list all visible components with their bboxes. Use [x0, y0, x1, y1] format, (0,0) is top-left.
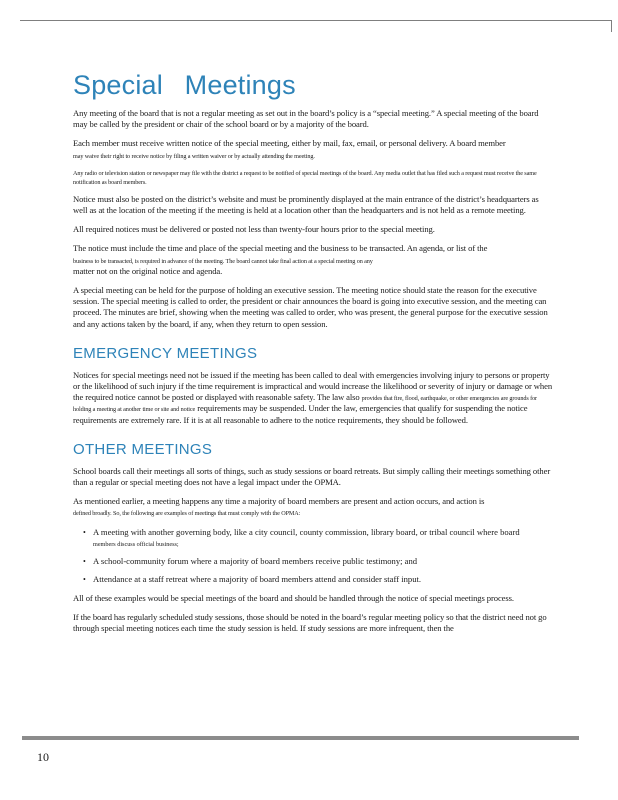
bullet-icon: • — [83, 527, 86, 537]
paragraph-study-sessions: If the board has regularly scheduled study sessions, those should be noted in the board’s regular meeting policy so that the district need not go through special meeting notices each time the study session is held. If study sessions are more infrequent, then the — [73, 611, 547, 634]
paragraph-emergency-small: provides that fire, flood, earthquake, or other emergencies are grounds for holding a meeting at another time or site and notice — [73, 395, 538, 414]
paragraph-other-names: School boards call their meetings all sorts of things, such as study sessions or board retreats. But simply calling their meetings something other than a regular or special meeting does not have a legal impact under the OPMA. — [73, 465, 551, 488]
list-item-small: members discuss official business; — [93, 540, 179, 548]
list-item-text: A school-community forum where a majority of board members receive public testimony; and — [93, 555, 418, 566]
paragraph-agenda-text: The notice must include the time and place of the special meeting and the business to be transacted. An agenda, or list of the — [73, 243, 488, 254]
footer-rule — [22, 736, 579, 740]
bullet-icon: • — [83, 556, 86, 566]
paragraph-examples-intro-text: As mentioned earlier, a meeting happens any time a majority of board members are present and action occurs, and action is — [73, 496, 485, 507]
paragraph-examples-intro — [73, 496, 553, 518]
paragraph-executive-session: A special meeting can be held for the purpose of holding an executive session. The meeting notice should state the reason for the executive session. The special meeting is called to order, the president or chair announces the board is going into executive session, and the meeting can proceed. The minutes are brief, showing when the meeting was called to order, who was present, the general purpose for the executive session and any actions taken by the board, if any, when they return to open session. — [73, 285, 548, 329]
paragraph-emergency-end: requirements may be suspended. Under the law, emergencies that qualify for suspending the notice requirements are extremely rare. If it is at all reasonable to adhere to the notice requirements, they should be followed. — [73, 403, 528, 425]
paragraph-definition: Any meeting of the board that is not a regular meeting as set out in the board’s policy is a “special meeting.” A special meeting of the board may be called by the president or chair of the school board or by a majority of the board. — [73, 108, 539, 130]
examples-list — [73, 527, 553, 585]
paragraph-special-handling: All of these examples would be special meetings of the board and should be handled through the notice of special meetings process. — [73, 592, 514, 603]
top-rule-corner — [611, 20, 612, 32]
list-item-text: A meeting with another governing body, like a city council, county commission, library board, or tribal council where board — [93, 526, 520, 537]
paragraph-emergency — [73, 370, 553, 426]
paragraph-posting: Notice must also be posted on the district’s website and must be prominently displayed at the main entrance of the district’s headquarters as well as at the location of the meeting if the meeting is held at a location other than the headquarters and is not held as a remote meeting. — [73, 193, 539, 216]
list-item — [83, 574, 553, 585]
page-number: 10 — [37, 750, 49, 764]
paragraph-emergency-text: Notices for special meetings need not be issued if the meeting has been called to deal with emergencies involving injury to persons or property or the likelihood of such injury if the time requirement is impractical and would increase the likelihood or severity of injury or damage or when the required notice cannot be posted or displayed with reasonable safety. The law also — [73, 369, 553, 403]
heading-other-meetings: OTHER MEETINGS — [73, 440, 213, 458]
paragraph-agenda-small: business to be transacted, is required in advance of the meeting. The board cannot take final action at a special meeting on any — [73, 257, 373, 265]
list-item — [83, 556, 553, 567]
paragraph-agenda — [73, 243, 553, 277]
paragraph-notice-members — [73, 138, 553, 160]
paragraph-agenda-end: matter not on the original notice and agenda. — [73, 265, 223, 276]
top-rule — [20, 20, 612, 21]
paragraph-timing: All required notices must be delivered or posted not less than twenty-four hours prior to the special meeting. — [73, 224, 435, 235]
page-title: Special Meetings — [73, 70, 296, 100]
paragraph-examples-intro-small: defined broadly. So, the following are examples of meetings that must comply with the OPMA: — [73, 510, 301, 518]
list-item — [83, 527, 553, 549]
list-item-text: Attendance at a staff retreat where a majority of board members attend and consider staff input. — [93, 573, 422, 584]
paragraph-media-notice: Any radio or television station or newspaper may file with the district a request to be notified of special meetings of the board. Any media outlet that has filed such a request must receive the same notification as board members. — [73, 169, 537, 186]
bullet-icon: • — [83, 574, 86, 584]
paragraph-notice-members-waiver: may waive their right to receive notice by filing a written waiver or by actually attending the meeting. — [73, 152, 315, 160]
page-content — [73, 70, 553, 642]
paragraph-notice-members-text: Each member must receive written notice of the special meeting, either by mail, fax, email, or personal delivery. A board member — [73, 138, 506, 149]
heading-emergency-meetings: EMERGENCY MEETINGS — [73, 344, 258, 362]
